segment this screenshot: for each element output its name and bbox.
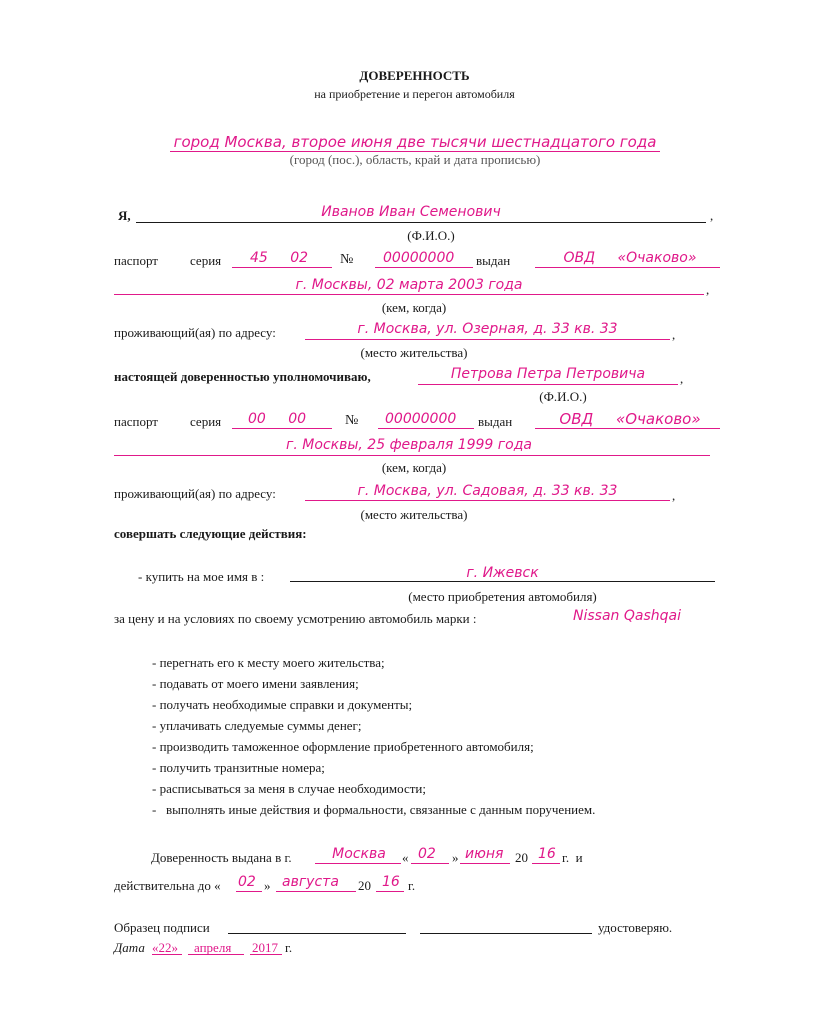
last-action-dash: -: [152, 802, 157, 817]
document-subtitle: на приобретение и перегон автомобиля: [314, 87, 515, 101]
buy-terms: за цену и на условиях по своему усмотрению автомобиль марки :: [114, 611, 477, 626]
agent-issued-by-underline: [535, 428, 720, 429]
agent-number-label: №: [345, 413, 359, 428]
agent-issued-hint: (кем, когда): [381, 460, 447, 475]
signature-date-label: Дата: [114, 940, 145, 955]
principal-address-label: проживающий(ая) по адресу:: [114, 325, 276, 340]
issued-month: июня: [465, 846, 504, 862]
signature-line-2: [420, 933, 592, 934]
principal-name: Иванов Иван Семенович: [321, 204, 501, 220]
agent-number-underline: [378, 428, 474, 429]
signature-date-day-underline: [152, 954, 182, 955]
issued-prefix: Доверенность выдана в г.: [151, 850, 292, 865]
agent-series-underline: [232, 428, 332, 429]
agent-address-hint: (место жительства): [360, 507, 468, 522]
action-item: - расписываться за меня в случае необходимости;: [152, 781, 426, 796]
principal-series: 45 02: [250, 250, 309, 266]
principal-number-underline: [375, 267, 473, 268]
principal-series-underline: [232, 267, 332, 268]
buy-place-underline: [290, 581, 715, 582]
action-item: - уплачивать следуемые суммы денег;: [152, 718, 362, 733]
agent-name: Петрова Петра Петровича: [450, 366, 646, 382]
place-date-hint: (город (пос.), область, край и дата прописью): [289, 152, 541, 167]
agent-issued-where-when: г. Москвы, 25 февраля 1999 года: [286, 437, 532, 453]
signature-certify: удостоверяю.: [598, 920, 673, 935]
issued-year-tail: г. и: [562, 850, 583, 865]
agent-issued-label: выдан: [478, 414, 513, 429]
agent-address-underline: [305, 500, 670, 501]
agent-address: г. Москва, ул. Садовая, д. 33 кв. 33: [357, 483, 618, 499]
buy-label: - купить на мое имя в :: [138, 569, 265, 584]
buy-model: Nissan Qashqai: [573, 608, 681, 624]
valid-year-suffix: 16: [382, 874, 400, 890]
issued-day-underline: [411, 863, 449, 864]
principal-name-hint: (Ф.И.О.): [407, 228, 455, 243]
issued-open-quote: «: [402, 850, 409, 865]
principal-series-label: серия: [190, 253, 222, 268]
issued-month-underline: [460, 863, 510, 864]
issued-year-suffix: 16: [538, 846, 556, 862]
action-item: - производить таможенное оформление приобретенного автомобиля;: [152, 739, 534, 754]
valid-month: августа: [282, 874, 339, 890]
agent-address-comma: ,: [672, 488, 676, 503]
place-date-value: город Москва, второе июня две тысячи шестнадцатого года: [173, 133, 657, 151]
principal-address: г. Москва, ул. Озерная, д. 33 кв. 33: [357, 321, 618, 337]
principal-number-label: №: [340, 252, 354, 267]
valid-day: 02: [238, 874, 256, 890]
buy-place-hint: (место приобретения автомобиля): [408, 589, 597, 604]
principal-address-hint: (место жительства): [360, 345, 468, 360]
signature-date-tail: г.: [285, 940, 293, 955]
signature-date-year-underline: [250, 954, 282, 955]
principal-issued-underline: [114, 294, 704, 295]
principal-issued-by: ОВД «Очаково»: [563, 250, 697, 266]
valid-close-quote: »: [264, 878, 271, 893]
agent-series: 00 00: [248, 411, 307, 427]
valid-day-underline: [236, 891, 262, 892]
signature-date-month: апреля: [194, 940, 232, 955]
buy-place: г. Ижевск: [466, 565, 539, 581]
agent-name-comma: ,: [680, 371, 684, 386]
action-item: - подавать от моего имени заявления;: [152, 676, 359, 691]
issued-city-underline: [315, 863, 401, 864]
valid-year-prefix: 20: [358, 878, 371, 893]
issued-day: 02: [418, 846, 436, 862]
issued-year-underline: [532, 863, 560, 864]
principal-issued-label: выдан: [476, 253, 511, 268]
action-item: - получать необходимые справки и документы;: [152, 697, 413, 712]
agent-number: 00000000: [385, 411, 457, 427]
actions-heading: совершать следующие действия:: [114, 526, 307, 541]
principal-name-underline: [136, 222, 706, 223]
valid-prefix: действительна до «: [114, 878, 221, 893]
agent-series-label: серия: [190, 414, 222, 429]
valid-year-tail: г.: [408, 878, 416, 893]
agent-issued-underline: [114, 455, 710, 456]
signature-date-day: «22»: [152, 940, 178, 955]
signature-line-1: [228, 933, 406, 934]
agent-name-underline: [418, 384, 678, 385]
valid-year-underline: [376, 891, 404, 892]
valid-month-underline: [276, 891, 356, 892]
principal-passport-label: паспорт: [114, 253, 158, 268]
principal-name-comma: ,: [710, 208, 714, 223]
principal-number: 00000000: [383, 250, 455, 266]
action-item: - получить транзитные номера;: [152, 760, 325, 775]
issued-close-quote: »: [452, 850, 459, 865]
document-title: ДОВЕРЕННОСТЬ: [359, 68, 470, 83]
agent-address-label: проживающий(ая) по адресу:: [114, 486, 276, 501]
principal-issued-comma: ,: [706, 282, 710, 297]
agent-issued-by: ОВД «Очаково»: [559, 410, 701, 428]
principal-prefix: Я,: [118, 208, 131, 223]
action-item: - перегнать его к месту моего жительства;: [152, 655, 385, 670]
last-action: выполнять иные действия и формальности, связанные с данным поручением.: [166, 802, 596, 817]
principal-address-underline: [305, 339, 670, 340]
issued-city: Москва: [332, 846, 386, 862]
principal-address-comma: ,: [672, 327, 676, 342]
principal-issued-by-underline: [535, 267, 720, 268]
authorize-label: настоящей доверенностью уполномочиваю,: [114, 369, 371, 384]
signature-date-year: 2017: [252, 940, 278, 955]
agent-name-hint: (Ф.И.О.): [539, 389, 587, 404]
agent-passport-label: паспорт: [114, 414, 158, 429]
signature-label: Образец подписи: [114, 920, 210, 935]
principal-issued-where-when: г. Москвы, 02 марта 2003 года: [295, 277, 523, 293]
principal-issued-hint: (кем, когда): [381, 300, 447, 315]
issued-year-prefix: 20: [515, 850, 528, 865]
signature-date-month-underline: [188, 954, 244, 955]
